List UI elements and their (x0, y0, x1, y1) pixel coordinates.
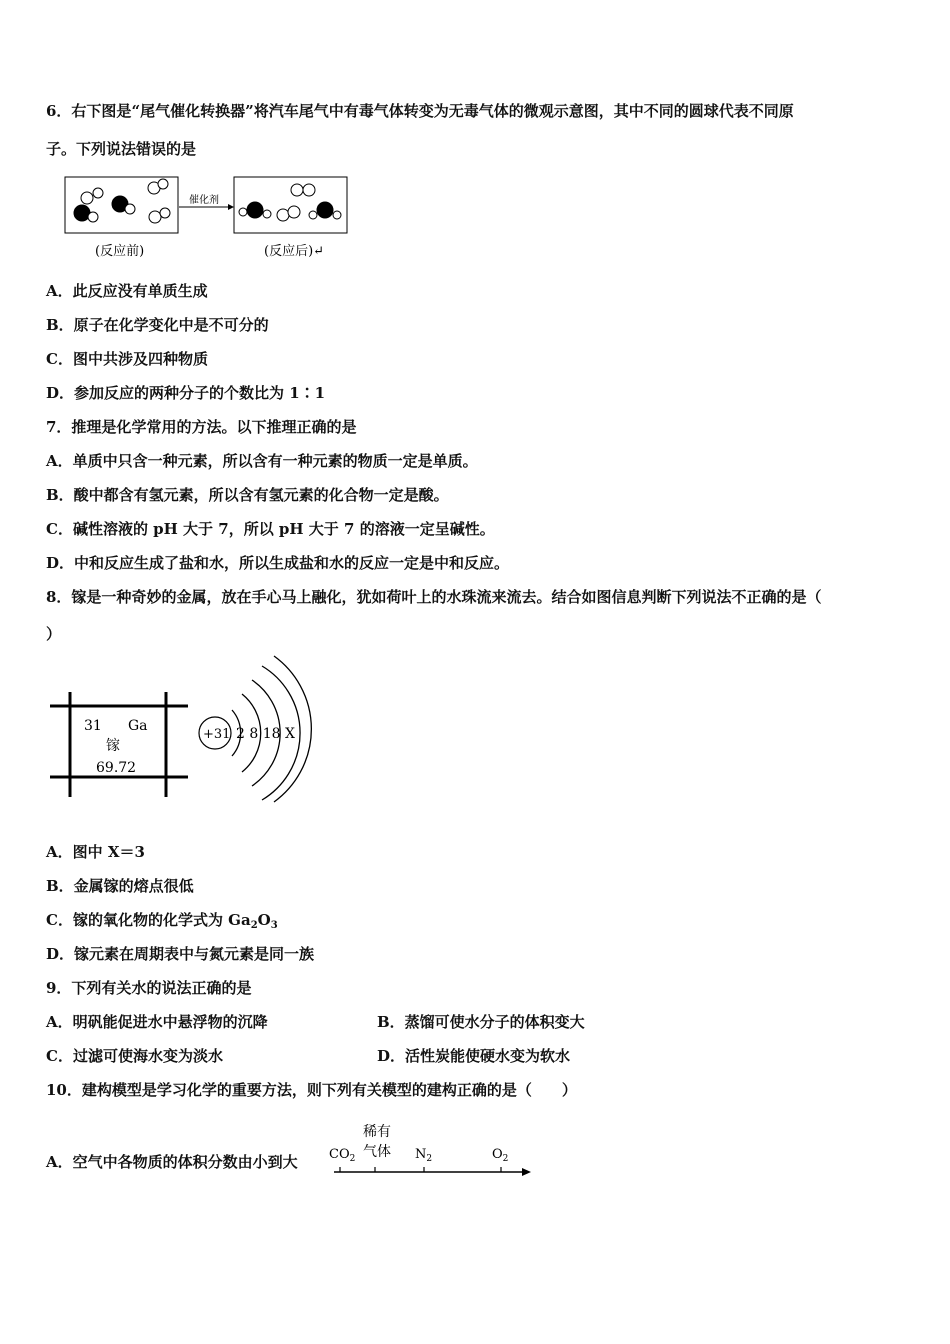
q8-option-b: B．金属镓的熔点很低 (46, 877, 194, 895)
q6-option-d: D．参加反应的两种分子的个数比为 1∶1 (46, 384, 326, 402)
q9-option-a: A．明矾能促进水中悬浮物的沉降 (46, 1013, 268, 1031)
q6-stem-line1: 6．右下图是“尾气催化转换器”将汽车尾气中有毒气体转变为无毒气体的微观示意图，其中不同的圆球代表不同原 (46, 102, 794, 120)
nucleus-charge: +31 (203, 727, 231, 742)
after-label: (反应后)↵ (264, 244, 325, 259)
before-molecules (74, 179, 170, 223)
axis-label-o2: $O_2$ (492, 1147, 509, 1164)
axis-label-rare-gas-line1: 稀有 (363, 1124, 391, 1140)
q10-volume-fraction-axis (326, 1118, 536, 1180)
axis-label-rare-gas-line2: 气体 (363, 1144, 391, 1160)
q7-option-d: D．中和反应生成了盐和水，所以生成盐和水的反应一定是中和反应。 (46, 554, 510, 572)
q7-option-c: C．碱性溶液的 pH 大于 7，所以 pH 大于 7 的溶液一定呈碱性。 (46, 520, 495, 538)
element-symbol: Ga (128, 718, 148, 734)
q6-option-b: B．原子在化学变化中是不可分的 (46, 316, 269, 334)
q6-stem-line2: 子。下列说法错误的是 (46, 140, 197, 158)
q9-option-b: B．蒸馏可使水分子的体积变大 (377, 1013, 585, 1031)
catalyst-label: 催化剂 (189, 195, 219, 206)
q9-option-c: C．过滤可使海水变为淡水 (46, 1047, 223, 1065)
axis-label-n2: $N_2$ (415, 1147, 433, 1164)
q8-stem-line1: 8．镓是一种奇妙的金属，放在手心马上融化，犹如荷叶上的水珠流来流去。结合如图信息判断下列说法不正确的是（ (46, 588, 822, 606)
q6-option-a: A．此反应没有单质生成 (46, 282, 208, 300)
after-molecules (239, 184, 341, 221)
q10-stem: 10．建构模型是学习化学的重要方法，则下列有关模型的建构正确的是（ ） (46, 1081, 577, 1099)
before-label: (反应前) (95, 244, 145, 259)
axis-label-co2: $CO_2$ (329, 1147, 356, 1164)
axis-arrowhead (522, 1168, 531, 1176)
q7-option-b: B．酸中都含有氢元素，所以含有氢元素的化合物一定是酸。 (46, 486, 449, 504)
q7-option-a: A．单质中只含一种元素，所以含有一种元素的物质一定是单质。 (46, 452, 478, 470)
q7-stem: 7．推理是化学常用的方法。以下推理正确的是 (46, 418, 357, 436)
element-name: 镓 (106, 738, 120, 754)
shell-electrons: 2 8 18 X (236, 726, 295, 742)
q9-option-d: D．活性炭能使硬水变为软水 (377, 1047, 571, 1065)
atomic-number: 31 (84, 718, 102, 734)
atomic-mass: 69.72 (96, 760, 137, 776)
q8-option-d: D．镓元素在周期表中与氮元素是同一族 (46, 945, 315, 963)
q6-reaction-diagram (60, 172, 360, 264)
q8-option-c: C．镓的氧化物的化学式为 $Ga_2O_3$ (46, 911, 278, 931)
q10-option-a-text: A．空气中各物质的体积分数由小到大 (46, 1153, 298, 1171)
q8-option-a: A．图中 X＝3 (46, 843, 145, 861)
q8-gallium-diagram (46, 652, 316, 804)
q6-option-c: C．图中共涉及四种物质 (46, 350, 208, 368)
q9-stem: 9．下列有关水的说法正确的是 (46, 979, 252, 997)
q8-stem-line2: ） (46, 625, 62, 643)
